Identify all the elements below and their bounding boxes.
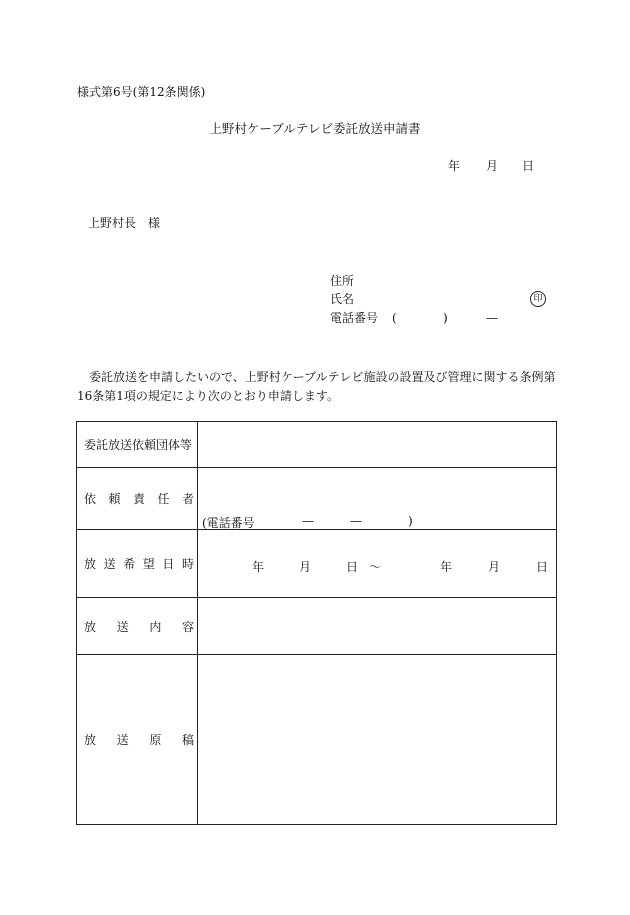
end-day-label: 日 (536, 560, 549, 574)
table-row (77, 598, 557, 655)
table-row (77, 530, 557, 598)
name-label: 氏名 (330, 292, 355, 306)
end-year-label: 年 (440, 560, 453, 574)
phone-dash: — (486, 311, 498, 325)
start-month-label: 月 (299, 560, 312, 574)
label-responsible-person: 依 頼 責 任 者 (77, 468, 198, 530)
field-broadcast-content[interactable] (198, 598, 557, 655)
responsible-phone-label: (電話番号 (202, 516, 255, 530)
table-row (77, 655, 557, 825)
seal-mark: 印 (530, 291, 546, 307)
label-broadcast-content: 放 送 内 容 (77, 598, 198, 655)
field-requesting-organization[interactable] (198, 422, 557, 468)
body-text: 委託放送を申請したいので、上野村ケーブルテレビ施設の設置及び管理に関する条例第16条第1項の規定により次のとおり申請します。 (77, 370, 556, 403)
label-broadcast-datetime: 放 送 希 望 日 時 (77, 530, 198, 598)
label-requesting-organization: 委託放送依頼団体等 (77, 422, 198, 468)
phone-paren-open: ( (392, 311, 397, 325)
field-responsible-person[interactable] (198, 468, 557, 530)
responsible-phone-dash-1: — (302, 514, 314, 528)
label-broadcast-manuscript: 放 送 原 稿 (77, 655, 198, 825)
phone-label: 電話番号 (330, 311, 379, 325)
responsible-phone-paren-close: ) (408, 514, 413, 528)
field-broadcast-manuscript[interactable] (198, 655, 557, 825)
addressee: 上野村長 様 (88, 216, 161, 230)
start-day-label: 日 (346, 560, 359, 574)
date-month-label: 月 (486, 159, 499, 173)
range-tilde: ～ (369, 560, 382, 574)
table-row (77, 422, 557, 468)
responsible-phone-dash-2: — (350, 514, 362, 528)
date-day-label: 日 (522, 159, 535, 173)
field-broadcast-datetime[interactable] (198, 530, 557, 598)
phone-paren-close: ) (443, 311, 448, 325)
document-title: 上野村ケーブルテレビ委託放送申請書 (209, 121, 421, 136)
start-year-label: 年 (252, 560, 265, 574)
application-table (76, 421, 557, 825)
address-label: 住所 (330, 274, 355, 288)
date-year-label: 年 (448, 159, 461, 173)
table-row (77, 468, 557, 530)
form-number: 様式第6号(第12条関係) (77, 85, 206, 99)
end-month-label: 月 (488, 560, 501, 574)
